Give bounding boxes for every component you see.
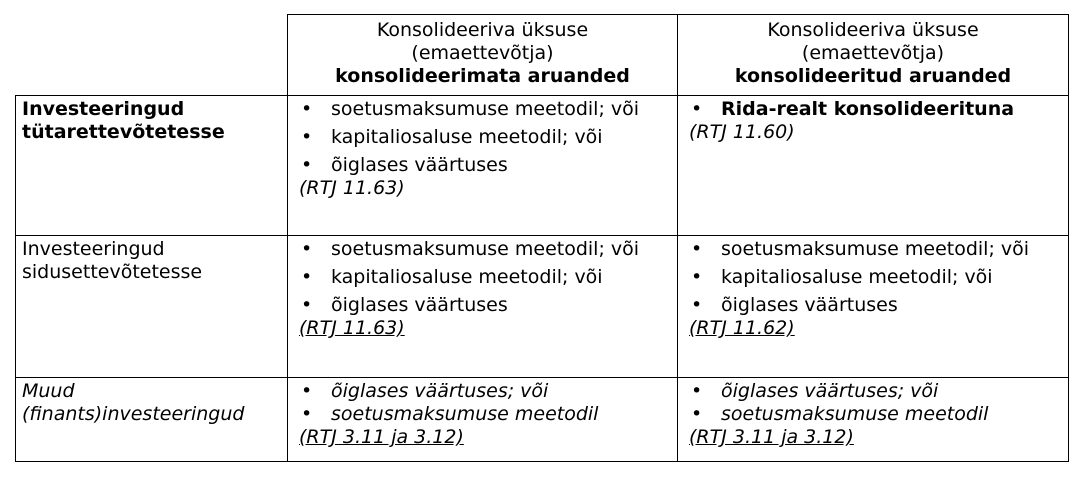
list-item bbox=[299, 98, 673, 121]
bullet-icon: • bbox=[691, 98, 703, 120]
bullet-icon: • bbox=[301, 380, 313, 402]
item-text: soetusmaksumuse meetodil; või bbox=[331, 238, 640, 260]
item-text: kapitaliosaluse meetodil; või bbox=[331, 126, 603, 148]
bullet-icon: • bbox=[691, 266, 703, 288]
header-line: Konsolideeriva üksuse bbox=[376, 19, 589, 41]
table-row-subsidiaries bbox=[16, 96, 1069, 236]
reference: (RTJ 11.63) bbox=[299, 177, 405, 199]
reference: (RTJ 11.62) bbox=[689, 317, 795, 339]
row-label: Muud (finants)investeeringud bbox=[16, 378, 288, 462]
header-line: (emaettevõtja) bbox=[411, 42, 554, 64]
bullet-icon: • bbox=[301, 126, 313, 148]
cell-consolidated bbox=[678, 236, 1069, 378]
list-item bbox=[299, 403, 673, 426]
table-row-other-investments bbox=[16, 378, 1069, 462]
list-item bbox=[299, 238, 673, 261]
item-text: Rida-realt konsolideerituna bbox=[721, 98, 1015, 120]
bullet-icon: • bbox=[301, 154, 313, 176]
item-text: õiglases väärtuses; või bbox=[721, 380, 939, 402]
list-item bbox=[689, 98, 1064, 121]
list-item bbox=[299, 266, 673, 289]
header-unconsolidated bbox=[288, 15, 678, 96]
item-text: soetusmaksumuse meetodil; või bbox=[721, 238, 1030, 260]
item-text: kapitaliosaluse meetodil; või bbox=[721, 266, 993, 288]
cell-unconsolidated bbox=[288, 378, 678, 462]
bullet-icon: • bbox=[691, 294, 703, 316]
item-text: õiglases väärtuses bbox=[331, 294, 508, 316]
empty-corner-cell bbox=[16, 15, 288, 96]
cell-consolidated bbox=[678, 378, 1069, 462]
bullet-icon: • bbox=[301, 294, 313, 316]
header-line: Konsolideeriva üksuse bbox=[767, 19, 979, 41]
list-item bbox=[299, 380, 673, 403]
list-item bbox=[689, 266, 1064, 289]
item-text: soetusmaksumuse meetodil bbox=[721, 403, 989, 425]
investment-accounting-table bbox=[15, 14, 1069, 462]
bullet-icon: • bbox=[691, 380, 703, 402]
row-label: Investeeringud tütarettevõtetesse bbox=[16, 96, 288, 236]
item-text: õiglases väärtuses; või bbox=[331, 380, 549, 402]
bullet-icon: • bbox=[301, 403, 313, 425]
list-item bbox=[299, 126, 673, 149]
row-label: Investeeringud sidusettevõtetesse bbox=[16, 236, 288, 378]
item-text: õiglases väärtuses bbox=[721, 294, 898, 316]
item-text: kapitaliosaluse meetodil; või bbox=[331, 266, 603, 288]
bullet-icon: • bbox=[691, 238, 703, 260]
list-item bbox=[299, 154, 673, 177]
reference: (RTJ 11.60) bbox=[689, 121, 795, 143]
reference: (RTJ 3.11 ja 3.12) bbox=[299, 426, 464, 448]
header-title: konsolideerimata aruanded bbox=[335, 65, 630, 87]
bullet-icon: • bbox=[301, 266, 313, 288]
table-row-associates bbox=[16, 236, 1069, 378]
item-text: soetusmaksumuse meetodil bbox=[331, 403, 599, 425]
list-item bbox=[689, 294, 1064, 317]
header-row bbox=[16, 15, 1069, 96]
bullet-icon: • bbox=[301, 238, 313, 260]
item-text: soetusmaksumuse meetodil; või bbox=[331, 98, 640, 120]
list-item bbox=[689, 238, 1064, 261]
header-line: (emaettevõtja) bbox=[801, 42, 945, 64]
header-consolidated bbox=[678, 15, 1069, 96]
header-title: konsolideeritud aruanded bbox=[734, 65, 1012, 87]
bullet-icon: • bbox=[301, 98, 313, 120]
cell-consolidated bbox=[678, 96, 1069, 236]
list-item bbox=[299, 294, 673, 317]
bullet-icon: • bbox=[691, 403, 703, 425]
list-item bbox=[689, 403, 1064, 426]
reference: (RTJ 3.11 ja 3.12) bbox=[689, 426, 854, 448]
item-text: õiglases väärtuses bbox=[331, 154, 508, 176]
reference: (RTJ 11.63) bbox=[299, 317, 405, 339]
list-item bbox=[689, 380, 1064, 403]
cell-unconsolidated bbox=[288, 236, 678, 378]
cell-unconsolidated bbox=[288, 96, 678, 236]
